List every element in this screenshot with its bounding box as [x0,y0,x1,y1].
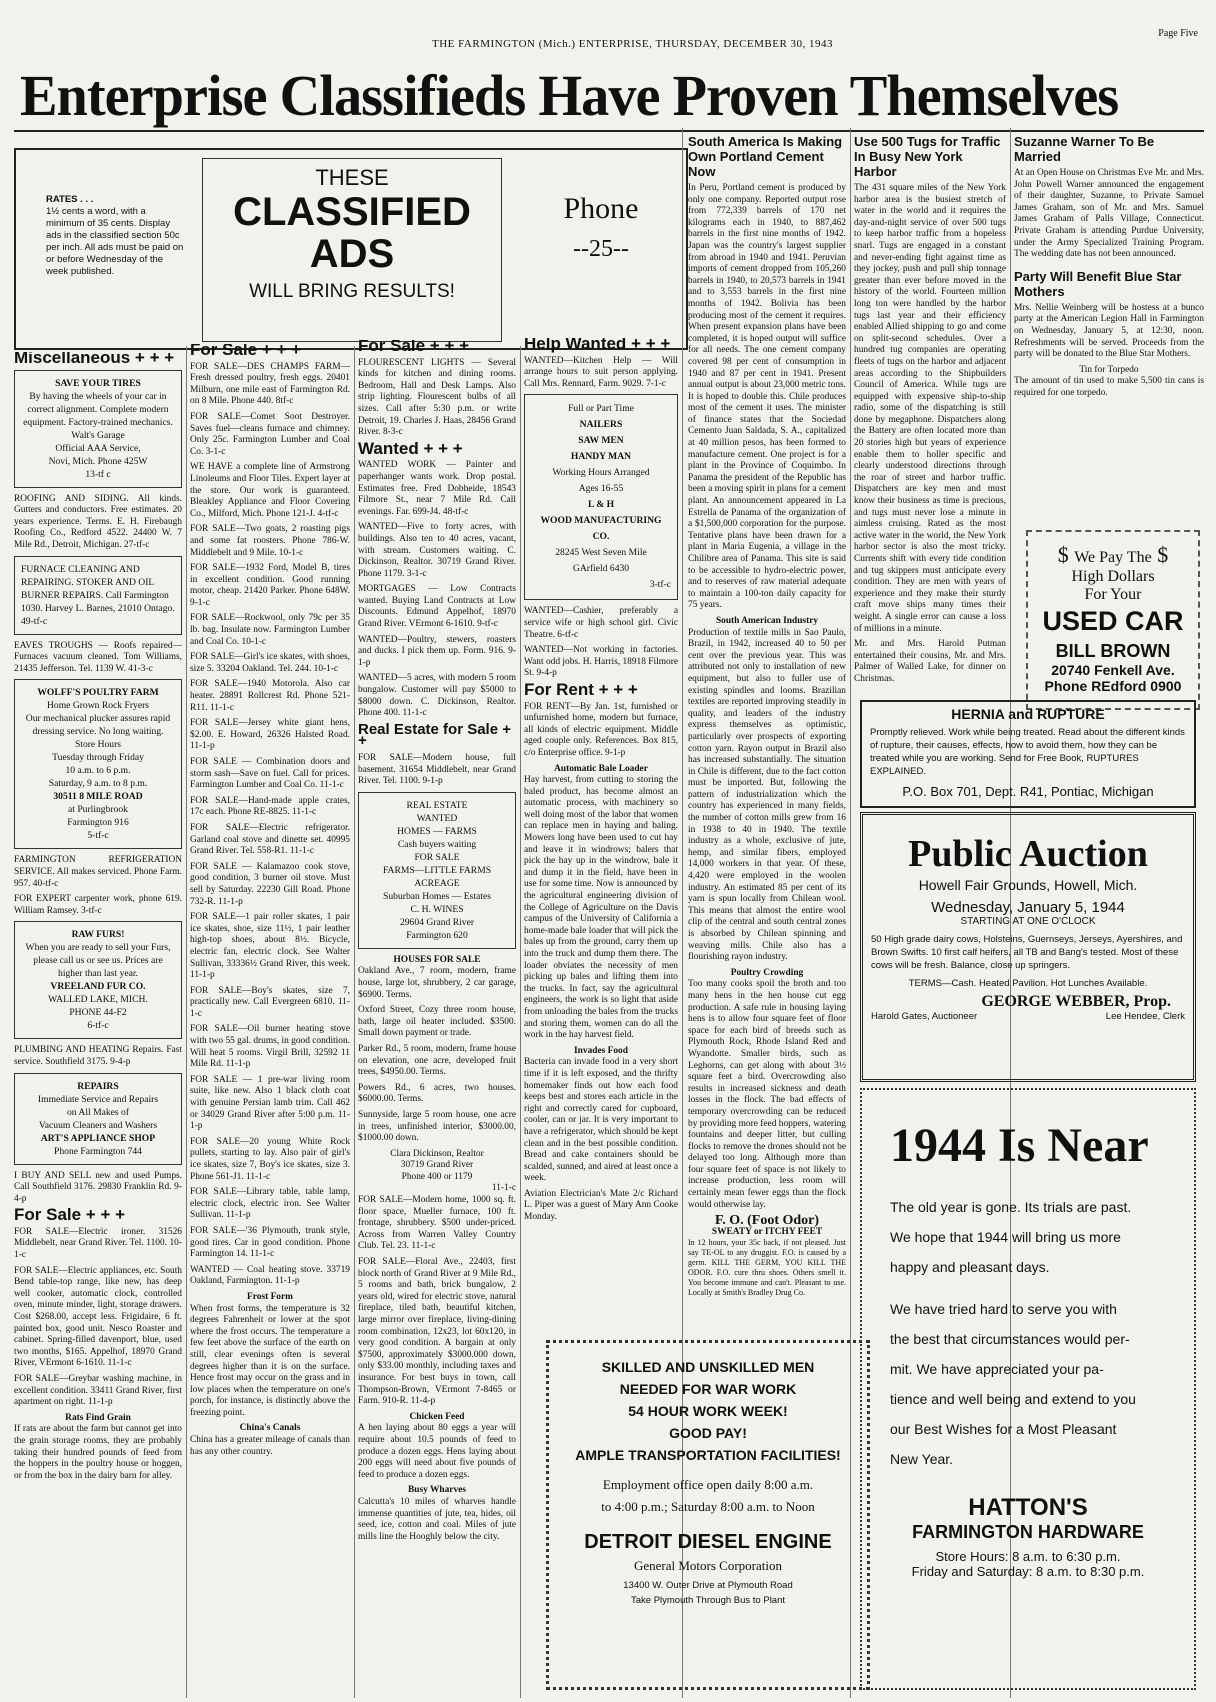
news-column-6 [854,132,1006,752]
hernia-text: Promptly relieved. Work while being treated. Read about the different kinds of rupture, their causes, effects, how to avoid them, how they can be treated while you are working. Send for Free Book, RUPTURES EXPLAINED. [870,727,1185,777]
plumbing-ad: PLUMBING AND HEATING Repairs. Fast service. Southfield 3175. 9-4-p [14,1045,182,1067]
diesel-corp: General Motors Corporation [633,1558,783,1573]
rent-ad: FOR RENT—By Jan. 1st, furnished or unfurnished home, modern but furnace, all kinds of electric equipment. Middle aged couple only. References. Box 815, c/o Enterprise office. 9-1-p [524,701,678,758]
auctioneer: Harold Gates, Auctioneer [871,1011,978,1022]
diesel-line: NEEDED FOR WAR WORK [619,1381,797,1397]
wanted-ad: WANTED WORK — Painter and paperhanger wants work. Drop postal. Estimates free. Fred Dobheide, 18543 Filmore St., near 7 Mile Rd. Call evenings. Far. 699-J4. 48-tf-c [358,460,516,517]
carpenter-ad: FOR EXPERT carpenter work, phone 619. William Ramsey. 3-tf-c [14,894,182,916]
forsale-ad: FOR SALE—Rockwool, only 79c per 35 lb. bag. Insulate now. Farmington Lumber and Coal Co. 10-1-c [190,613,350,647]
realestate-head: Real Estate for Sale + + [358,720,511,750]
wanted-ad: WANTED—Poultry, stewers, roasters and ducks. I pick them up. Form. 916. 9-1-p [358,634,516,668]
house-listing: Powers Rd., 6 acres, two houses. $6000.00. Terms. [358,1082,516,1105]
refrigeration-ad: FARMINGTON REFRIGERATION SERVICE. All makes serviced. Phone Farm. 957. 40-tf-c [14,855,182,889]
ad-code: 11-1-c [491,1183,516,1194]
auction-date: Wednesday, January 5, 1944 [931,899,1125,916]
modern-home-ad: FOR SALE—Modern home, 1000 sq. ft. floor space, Mueller furnace, 100 ft. frontage, shrubbery. $500 under-priced. Across from Warren Valley Country Club. Tel. 23. 11-1-c [358,1195,516,1252]
poultry-title: Poultry Crowding [730,967,804,978]
furnace-ad: FURNACE CLEANING AND REPAIRING. STOKER AND OIL BURNER REPAIRS. Call Farmington 1030. Harvey L. Barnes, 21010 Ontago. 49-tf-c [14,556,182,635]
for-your: For Your [1084,586,1142,603]
appliances-ad: FOR SALE—Electric appliances, etc. South Bend table-top range, like new, has deep well cooker, automatic clock, controlled oven, minute minder, light, storage drawers. Cost $268.00, accept less. Frigidaire, 6 ft. painted box, good unit. Nesco Roaster and cabinet. Spring-filled davenport, blue, used two months, $165. Appelhof, 18970 Grand River, VErmont 6-1610. 11-1-c [14,1265,182,1369]
houses-title: HOUSES FOR SALE [393,954,481,965]
new-year-line: New Year. [890,1451,954,1467]
cement-text: In Peru, Portland cement is produced by only one company. Reported output rose from 772,339 barrels of 170 net kilograms each in 1940, to 887,462 barrels in the first nine months of 1942. Japan was the country's largest supplier from abroad in 1940 and 1941. Peruvian imports of cement dropped from 105,260 barrels in 1940, to 20,573 barrels in 1941 and to 3,553 barrels in the first nine months of 1942. Bolivia has been producing most of the cement it requires. When present expansion plans have been completed, it is hoped output will suffice for all needs. The one cement company covered 98 per cent of consumption in 1940 and 87 per cent in 1941. Present annual output is about 23,000 metric tons. It is hoped to double this. Chile produces most of the cement it uses. The minister of finance states that the Sociedad Cemento Juan Saldada, S. A., capitalized at 40 million pesos, has been formed to manufacture cement. One project is for a plant in the Province of Coquimbo. In Panama the president of the Republic has been a moving spirit in plans for a cement plant. An announcement appeared in La Estrella de Panama of the organization of a $1,500,000 corporation for the purpose. Tentative plans have been drawn for a plant in Maria Eugenia, a village in the Chilibre area of Panama. This site is said to be accessible to hydro-electric power, and to reserves of raw material adequate to maintain a 100-ton daily capacity for 75 years. [688,183,846,611]
forsale-ad: FOR SALE — Combination doors and storm sash—Save on fuel. Call for prices. Farmington Lumber and Coal Co. 11-1-c [190,757,350,791]
wines-ad: REAL ESTATE WANTED HOMES — FARMS Cash buyers waiting FOR SALE FARMS—LITTLE FARMS ACREAGE Suburban Homes — Estates C. H. WINES 29604 Grand River Farmington 620 [358,792,516,949]
hernia-title: HERNIA and RUPTURE [951,706,1105,722]
used-car-ad [1026,530,1200,710]
ironer-ad: FOR SALE—Electric ironer. 31526 Middlebelt, near Grand River. Tel. 1100. 10-1-c [14,1226,182,1261]
wanted-ad: WANTED—Five to forty acres, with buildings. Also ten to 40 acres, vacant, with stream. Customers waiting. C. Dickinson, Realtor. 30719 Grand River. Phone 1179. 3-1-c [358,522,516,579]
hernia-ad [860,700,1196,808]
help-column [524,338,678,1318]
food-title: Invades Food [574,1045,628,1056]
baler-text: Hay harvest, from cutting to storing the baled product, has become almost an automatic process, with machinery so well doing most of the labor that women can replace men in haying and baling. Mowers long have been used to cut hay and leave it in windrows; balers that pick the hay up in the windrow, bale it and dump it in the field, have been in use for some time. Now is announced by the agricultural engineering division of the College of Agriculture on the Davis campus of the University of California a home-made bale loader that will pick the bales up from the ground, carry them up into the truck and dump them there. The loader obviates the necessity of men picking up bales and lifting them into the trucks. In fact, say the agricultural engineers, the work is so light that aside from unloading the bales from the trucks and storing them, women can do all the work in the hay harvest field. [524,775,678,1041]
auction-text: 50 High grade dairy cows, Holsteins, Guernseys, Jerseys, Ayershires, and Brown Swifts. 10 first calf heifers, all TB and Bang's tested. Most of these cows will be fresh. Balance, close up springers. [871,934,1183,971]
forsale-column [190,344,350,1698]
wanted-head: Wanted + + + [358,438,463,458]
dickinson-phone: Phone 400 or 1179 [401,1171,473,1182]
forsale-ad: FOR SALE—Comet Soot Destroyer. Saves fuel—cleans furnace and chimney. Only 25c. Farmington Lumber and Coal Co. 3-1-c [190,411,350,457]
wanted-column [358,340,516,1698]
forsale-ad: FOR SALE—1 pair roller skates, 1 pair ice skates, shoe, size 11½, 1 pair leather high-top shoes, about 8½. Bicycle, electric fan, electric clock. See Walter Sullivan, 33336½ Grand River, this week. 11-1-p [190,912,350,981]
hernia-address: P.O. Box 701, Dept. R41, Pontiac, Michigan [902,784,1154,799]
diesel-line: 54 HOUR WORK WEEK! [628,1403,788,1419]
these-label: THESE [315,165,389,190]
used-car-label: USED CAR [1042,606,1184,636]
classified-center-box [202,158,502,342]
forsale-ad: FOR SALE—1932 Ford, Model B, tires in excellent condition. Good running motor, cheap. 21420 Parker. Phone 648W. 9-1-c [190,563,350,608]
tugs-text: The 431 square miles of the New York harbor area is the busiest stretch of water in the world and it requires the day-and-night service of over 500 tugs to keep harbor traffic from a hopeless snarl. Tugs are engaged in a constant and never-ending fight against time as they jockey, push and pull ship tonnage greater than ever before moved in the history of the world. Fourteen million long ton were handled by the harbor tugs last year and their efficiency enabled Allied shipping to go and come on split-second schedules. Over a hundred tug companies are operating fleets of tugs on the harbor and adjacent areas according to the Shipbuilders Council of America. While tugs are equipped with expensive ship-to-ship radio, some of the dispatching is still done by megaphone. Dispatchers along the Battery are often located more than 20 stories high but years of experience enable them to holler specific and clearly understood directions through the roar of street and harbor traffic. Dispatchers are key men and must know their business as time is precious, and tugs must never lose a minute in aimless cruising. Rated as the most active water in the world, the New York harbor sector is also the most tricky. Currents shift with every tide condition and tug skippers must anticipate every condition. They are men with years of experience and they make their sturdy craft move ships many times their weight. A single error can cause a loss of millions in a minute. [854,183,1006,634]
forsale-ad: FOR SALE—Hand-made apple crates, 17c each. Phone RE-8825. 11-1-c [190,795,350,818]
auction-place: Howell Fair Grounds, Howell, Mich. [918,877,1138,893]
wharves-title: Busy Wharves [408,1485,466,1496]
warner-text: At an Open House on Christmas Eve Mr. and Mrs. John Powell Warner announced the engagement of their daughter, Suzanne, to Private Samuel James Graham, son of Mr. and Mrs. Samuel James Graham of Palls Village, Connecticut. Private Graham is attending Purdue University, under the Army Specialized Training Program. The wedding date has not been announced. [1014,168,1204,260]
frost-text: When frost forms, the temperature is 32 degrees Fahrenheit or lower at the spot where the frost occurs. The temperature a few feet above the surface of the earth on still, clear evenings often is several degrees higher than it is on the surface. Hence frost may occur on the grass and in low places when the temperature on one's porch, for instance, is distinctly above the freezing point. [190,1303,350,1418]
wanted-ad: WANTED—5 acres, with modern 5 room bungalow. Customer will pay $5000 to $8000 down. C. Dickinson, Realtor. Phone 400. 11-1-c [358,673,516,719]
diesel-line: AMPLE TRANSPORTATION FACILITIES! [575,1447,841,1463]
pumps-ad: I BUY AND SELL new and used Pumps. Call Southfield 3176. 29830 Franklin Rd. 9-4-p [14,1170,182,1204]
page-number: Page Five [1158,28,1198,39]
ads-label: ADS [309,232,395,276]
diesel-hours-sat: to 4:00 p.m.; Saturday 8:00 a.m. to Noon [601,1499,815,1514]
store-name: HATTON'S [968,1494,1088,1521]
dateline: THE FARMINGTON (Mich.) ENTERPRISE, THURSDAY, DECEMBER 30, 1943 [432,38,834,50]
rates-title: RATES . . . [46,194,94,205]
new-year-line: our Best Wishes for a Most Pleasant [890,1421,1117,1437]
wolff-ad: WOLFF'S POULTRY FARM Home Grown Rock Fryers Our mechanical plucker assures rapid dressing service. No long waiting. Store Hours Tuesday through Friday 10 a.m. to 6 p.m. Saturday, 9 a.m. to 8 p.m. 30511 8 MILE ROAD at Purlingbrook Farmington 916 5-tf-c [14,679,182,849]
food-text: Bacteria can invade food in a very short time if it is left exposed, and the thrifty homemaker finds out how each food keeps best and stores each article in the right and correctly cared for cupboard, cooler, can or jar. It is very important to have a refrigerator, which should be kept clean and in the best possible condition. Bread and cake containers should be scalded, sunned, and aired at least once a week. [524,1057,678,1184]
auction-time: STARTING AT ONE O'CLOCK [960,916,1096,927]
kitchen-ad: WANTED—Kitchen Help — Will arrange hours to suit person applying. Call Mrs. Rennard, Farm. 9029. 7-1-c [524,355,678,389]
chicken-title: Chicken Feed [409,1411,465,1422]
phone-number: --25-- [573,236,629,262]
tin-text: The amount of tin used to make 5,500 tin cans is required for one torpedo. [1014,376,1204,398]
auction-terms: TERMS—Cash. Heated Pavilion. Hot Lunches Available. [908,978,1148,989]
putman-item: Mr. and Mrs. Harold Putman entertained their cousins, Mr. and Mrs. Palmer of Walled Lake, for dinner on Christmas. [854,639,1006,684]
forsale-ad: WANTED — Coal heating stove. 33719 Oakland, Farmington. 11-1-p [190,1264,350,1287]
industry-title: South American Industry [715,615,819,626]
forsale-ad: FOR SALE—'36 Plymouth, trunk style, good tires. Car in good condition. Phone Farmington 14. 11-1-c [190,1225,350,1260]
house-listing: Sunnyside, large 5 room house, one acre in trees, unfinished interior, $3000.00, $1000.00 down. [358,1109,516,1144]
forsale-head: For Sale + + + [190,344,302,359]
roofing-ad: ROOFING AND SIDING. All kinds. Gutters and conductors. Free estimates. 20 years experience. Terms. E. H. Firebaugh Roofing Co., Redford 4522. 24400 W. 7 Mile Rd., Detroit, Michigan. 27-tf-c [14,493,182,550]
forsale-ad: FOR SALE—Jersey white giant hens, $2.00. E. Howard, 26326 Halsted Road. 11-1-p [190,718,350,752]
modern-house-ad: FOR SALE—Modern house, full basement. 31654 Middlebelt, near Grand River. Tel. 1100. 9-1-p [358,753,516,787]
forsale-ad: WE HAVE a complete line of Armstrong Linoleums and Floor Tiles. Expert layer at the store. Our work is guaranteed. Bleakley Appliance and Floor Covering Co., Milford, Mich. Phone 121-J. 4-tf-c [190,462,350,519]
house-listing: Parker Rd., 5 room, modern, frame house on elevation, one acre, developed fruit trees, $4950.00. Terms. [358,1043,516,1078]
auction-ad [860,812,1196,1082]
forsale-ad: FOR SALE—DES CHAMPS FARM—Fresh dressed poultry, fresh eggs. 20401 Milburn, one mile east of Farmington Rd. on 8 Mile. Phone 440. 8tf-c [190,361,350,407]
eaves-ad: EAVES TROUGHS — Roofs repaired—Furnaces vacuum cleaned. Tom Williams, 21435 Jefferson. Tel. 1139 W. 41-3-c [14,640,182,674]
auction-title: Public Auction [908,833,1148,875]
party-title: Party Will Benefit Blue Star Mothers [1014,268,1182,299]
foot-odor-title: F. O. (Foot Odor) [714,1213,820,1229]
forsale-ad: FOR SALE—Boy's skates, size 7, practically new. Call Evergreen 6810. 11-1-c [190,985,350,1019]
new-year-line: We have tried hard to serve you with [890,1301,1117,1317]
we-pay: $ We Pay The $ [1057,542,1169,567]
new-year-line: happy and pleasant days. [890,1259,1050,1275]
chicken-text: A hen laying about 80 eggs a year will require about 10.5 pounds of feed to produce a dozen eggs. Hens laying about 200 eggs will need about five pounds of feed to produce a dozen eggs. [358,1423,516,1480]
dealer-name: BILL BROWN [1055,641,1171,661]
news-column-5 [688,132,846,1320]
new-year-line: the best that circumstances would per- [890,1331,1130,1347]
diesel-hours: Employment office open daily 8:00 a.m. [602,1477,814,1492]
forsale-ad: FOR SALE—Library table, table lamp, electric clock, electric iron. See Walter Sullivan. 11-1-p [190,1187,350,1221]
new-year-title: 1944 Is Near [890,1119,1149,1172]
baler-title: Automatic Bale Loader [554,763,648,774]
wood-mfg-ad: Full or Part Time NAILERS SAW MEN HANDY MAN Working Hours Arranged Ages 16-55 L & H WOOD MANUFACTURING CO. 28245 West Seven Mile GArfield 6430 3-tf-c [524,394,678,600]
news-column-7 [1014,132,1204,532]
dickinson-addr: 30719 Grand River [400,1160,474,1171]
forsale-head-3: For Sale + + + [358,340,470,355]
diesel-name: DETROIT DIESEL ENGINE [584,1531,832,1553]
high-dollars: High Dollars [1071,568,1155,585]
warner-title: Suzanne Warner To Be Married [1014,134,1155,164]
new-year-line: The old year is gone. Its trials are past. [890,1199,1132,1215]
dealer-phone: Phone REdford 0900 [1044,678,1182,694]
forsale-ad: FOR SALE—Electric refrigerator. Garland coal stove and dinette set. 40995 Grand River. Tel. 558-R1. 11-1-c [190,822,350,857]
forsale-ad: FOR SALE — Kalamazoo cook stove, good condition, 3 burner oil stove. Must sell by Saturday. 22230 Gill Road. Phone 732-R. 11-1-p [190,861,350,907]
cashier-ad: WANTED—Cashier, preferably a service wife or high school girl. Civic Theatre. 6-tf-c [524,606,678,640]
new-year-ad [860,1088,1196,1690]
industry-text: Production of textile mills in Sao Paulo, Brazil, in 1942, increased 40 to 50 per cent over the previous year. This was attributed not only to installation of new equipment, but also to fuller use of existing spindles and looms. Brazilian textiles are reported improving steadily in quality, and leaders of the industry express themselves as optimistic, particularly over prospects of exporting cotton yarn. Rayon output in Brazil also has increased substantially. The situation in Chile is different, due to the fact cotton must be imported. But, following the pattern of industrialization which the country has experienced in many fields, the number of cotton mills grew from 16 in 1938 to 40 in 1940. The textile industry as a whole, exclusive of jute, hemp, and similar fibers, employed 14,000 workers in that year. Of these, 4,420 were employed in the woolen industry. An estimated 85 per cent of its yarn is spun locally from Chilean wool. This means that almost the entire wool clip of the central and south central zones is absorbed by Chilean spinning and weaving mills. Chile also has a flourishing rayon industry. [688,627,846,963]
misc-head: Miscellaneous + + + [14,352,175,367]
diesel-ad [546,1340,870,1690]
china-text: China has a greater mileage of canals than has any other country. [190,1435,350,1457]
diesel-bus: Take Plymouth Through Bus to Plant [630,1595,786,1606]
floral-ad: FOR SALE—Floral Ave., 22403, first block north of Grand River at 9 Mile Rd., 5 rooms and bath, brick bungalow, 2 years old, wired for electric stove, natural fireplace, tiled bath, beautiful kitchen, large mirror over fireplace, living-dining room combination, 12x23, lot 60x120, in very good condition. A bargain at only $7500, approximately $3000.000 down, only $33.00 monthly, including taxes and insurance. For best buys in town, call Thompson-Brown, VErmont 7-8465 or Farm. 910-R. 11-4-p [358,1257,516,1407]
repairs-ad: REPAIRS Immediate Service and Repairs on All Makes of Vacuum Cleaners and Washers ART'S APPLIANCE SHOP Phone Farmington 744 [14,1073,182,1165]
rats-text: If rats are about the farm but cannot get into the grain storage rooms, they are probably taking their hundred pounds of feed from the hoppers in the poultry house or hoggen, or from the box in the dairy barn for alley. [14,1424,182,1481]
new-year-line: tience and well being and extend to you [890,1391,1136,1407]
rats-title: Rats Find Grain [65,1412,131,1423]
wharves-text: Calcutta's 10 miles of wharves handle immense quantities of jute, tea, hides, oil seed, ice, cotton and coal. Miles of jute mills line the Hooghly below the city. [358,1496,516,1542]
forsale-ad: FOR SALE—20 young White Rock pullets, starting to lay. Also pair of girl's ice skates, size 7, Boy's ice skates, size 3. Phone 561-J1. 11-1-c [190,1136,350,1182]
store-hours: Store Hours: 8 a.m. to 6:30 p.m. [935,1549,1121,1564]
diesel-address: 13400 W. Outer Drive at Plymouth Road [623,1580,793,1591]
results-label: WILL BRING RESULTS! [249,281,455,302]
party-text: Mrs. Nellie Weinberg will be hostess at a bunco party at the American Legion Hall in Farmington on Wednesday, January 5, at 12:30, noon. Refreshments will be served. Proceeds from the party will be donated to the Blue Star Mothers. [1014,302,1204,360]
store-subname: FARMINGTON HARDWARE [912,1522,1144,1542]
store-hours-weekend: Friday and Saturday: 8 a.m. to 8:30 p.m. [911,1564,1145,1579]
tugs-title: Use 500 Tugs for Traffic In Busy New York Harbor [854,134,1001,179]
auction-prop: GEORGE WEBBER, Prop. [981,993,1171,1010]
dickinson-name: Clara Dickinson, Realtor [390,1148,484,1159]
forsale-ad: FOR SALE — 1 pre-war living room suite, like new. Also 1 black cloth coat with genuine Persian lamb trim. Call 462 or 34029 Grand River after 5:00 p.m. 11-1-p [190,1074,350,1132]
foot-odor-text: In 12 hours, your 35c back, if not pleased. Just say TE-OL to any druggist. F.O. is caused by a germ. KILL THE GERM, YOU KILL THE ODOR. F.O. cure thru shoes. Others smell it. You become immune and can't. Pleasant to use. Locally at Smith's Bradley Drug Co. [688,1238,846,1298]
masthead: Enterprise Classifieds Have Proven Themselves [20,63,1119,128]
china-title: China's Canals [239,1423,301,1434]
washer-ad: FOR SALE—Greybar washing machine, in excellent condition. 33411 Grand River, first apartment on right. 11-1-p [14,1374,182,1408]
aviation-item: Aviation Electrician's Mate 2/c Richard L. Piper was a guest of Mary Ann Cooke Monday. [524,1188,678,1223]
frost-title: Frost Form [247,1291,293,1302]
dealer-address: 20740 Fenkell Ave. [1051,662,1175,678]
foot-odor-sub: SWEATY or ITCHY FEET [711,1226,823,1237]
house-listing: Oakland Ave., 7 room, modern, frame house, large lot, shrubbery, 2 car garage, $6900. Terms. [358,966,516,1000]
cement-title: South America Is Making Own Portland Cement Now [688,134,843,179]
lights-ad: FLOURESCENT LIGHTS — Several kinds for kitchen and dining rooms. Bedroom, Hall and Desk Lamps. Also strip lighting. Flourescent bulbs of all sizes. Call after 5:30 p.m. or write Detroit, 19. Charles J. Haas, 28456 Grand River. 8-3-c [358,357,516,438]
tires-ad: SAVE YOUR TIRES By having the wheels of your car in correct alignment. Complete modern equipment. Factory-trained mechanics. Walt's Garage Official AAA Service, Novi, Mich. Phone 425W 13-tf c [14,370,182,488]
forsale-ad: FOR SALE—Oil burner heating stove with two 55 gal. drums, in good condition. Will heat 5 rooms. Virgil Brill, 32592 11 Mile Rd. 11-1-p [190,1024,350,1070]
rent-head: For Rent + + + [524,679,638,699]
tin-title: Tin for Torpedo [1079,364,1139,375]
rates-text: 1½ cents a word, with a minimum of 35 cents. Display ads in the classified section 50c per inch. All ads must be paid on or before Wednesday of the week published. [46,206,184,277]
house-listing: Oxford Street, Cozy three room house, bath, large oil heater included. $3500. Small down payment or trade. [358,1005,516,1039]
furs-ad: RAW FURS! When you are ready to sell your Furs, please call us or see us. Prices are higher than last year. VREELAND FUR CO. WALLED LAKE, MICH. PHONE 44-F2 6-tf-c [14,921,182,1039]
poultry-text: Too many cooks spoil the broth and too many hens in the hen house cut egg production. A safe rule in housing laying hens is to allow four square feet of floor space for each bird of breeds such as Plymouth Rock, Rhode Island Red and Wyandotte. Smaller birds, such as Leghorns, can get along with about 3½ square feet a bird. Overcrowding also results in increased sickness and death losses in the flock. The bad effects of temporary overcrowding can be reduced by providing more feed hoppers, watering fountains and deeper litter, but culling flocks to remove the drones should not be delayed too long. Although more than four square feet of space is not likely to increase production, less room will certainly mean fewer eggs than the flock would otherwise lay. [688,979,846,1210]
auction-clerk: Lee Hendee, Clerk [1105,1011,1185,1022]
forsale-ad: FOR SALE—Two goats, 2 roasting pigs and some fat roosters. Phone 786-W. Middlebelt and 9 Mile. 10-1-c [190,524,350,558]
help-head: Help Wanted + + + [524,338,671,353]
new-year-line: We hope that 1944 will bring us more [890,1229,1121,1245]
forsale-ad: FOR SALE—Girl's ice skates, with shoes, size 5. 33204 Oakland. Tel. 244. 10-1-c [190,652,350,674]
odd-jobs-ad: WANTED—Not working in factories. Want odd jobs. H. Harris, 18918 Filmore St. 9-4-p [524,645,678,679]
diesel-line: SKILLED AND UNSKILLED MEN [601,1359,815,1375]
classified-label: CLASSIFIED [233,190,471,234]
wanted-ad: MORTGAGES — Low Contracts wanted. Buying Land Contracts at Low Discounts. Edmund Appelhof, 18970 Grand River. VErmont 6-1610. 9-tf-c [358,584,516,630]
phone-label: Phone [563,192,639,225]
misc-column [14,352,182,1698]
diesel-line: GOOD PAY! [669,1425,747,1441]
new-year-line: mit. We have appreciated your pa- [890,1361,1104,1377]
forsale-head-2: For Sale + + + [14,1205,126,1225]
forsale-ad: FOR SALE—1940 Motorola. Also car heater. 28891 Rollcrest Rd. Phone 521-R11. 11-1-c [190,679,350,713]
